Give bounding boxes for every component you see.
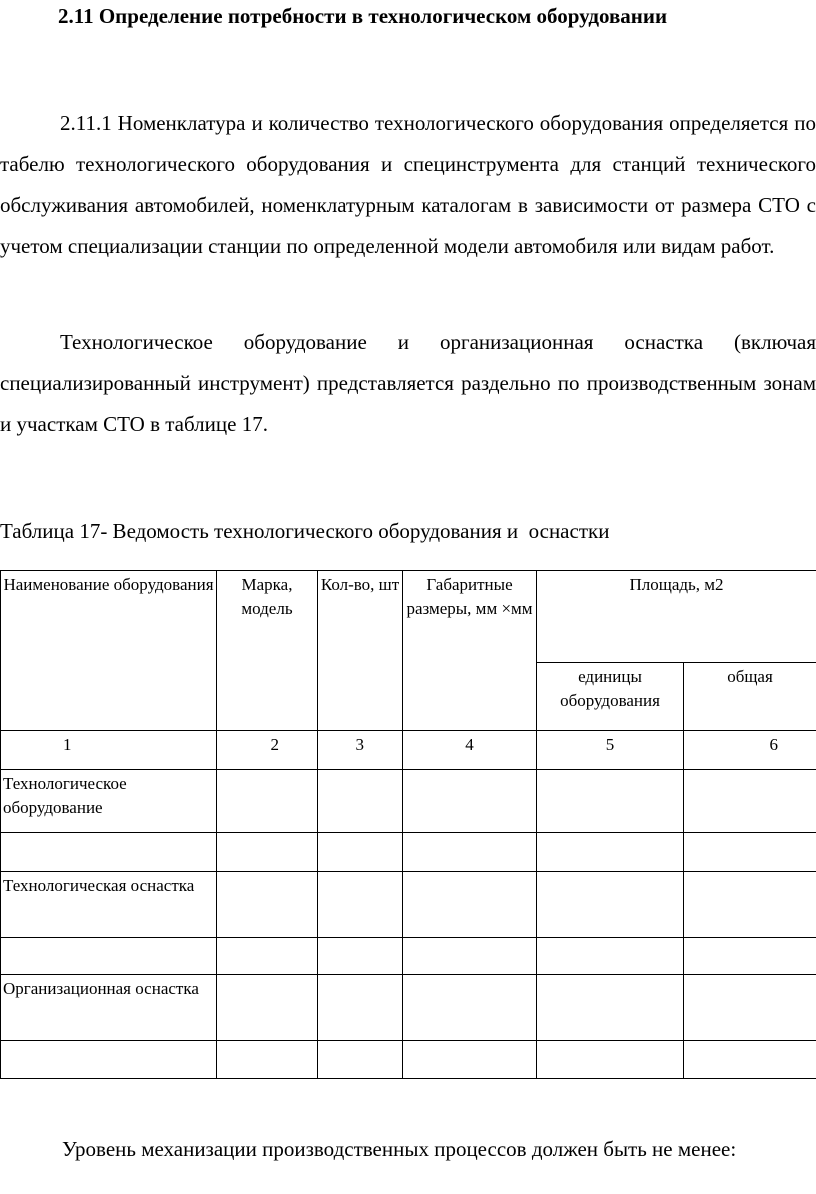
table-cell	[403, 872, 537, 938]
table-row	[1, 975, 816, 1041]
table-cell	[318, 938, 403, 975]
table-row	[1, 1041, 816, 1079]
table-cell	[684, 1041, 816, 1079]
table-cell	[403, 938, 537, 975]
section-heading: 2.11 Определение потребности в технологическом оборудовании	[58, 4, 668, 28]
header-area-unit: единицы оборудования	[537, 663, 684, 731]
header-model: Марка, модель	[217, 571, 318, 731]
row-name	[1, 833, 217, 872]
table-cell	[684, 833, 816, 872]
column-number-4: 4	[403, 731, 537, 770]
column-number-2: 2	[217, 731, 318, 770]
table-row	[1, 872, 816, 938]
column-number-3: 3	[318, 731, 403, 770]
table-cell	[684, 938, 816, 975]
row-name	[1, 938, 217, 975]
table-cell	[217, 872, 318, 938]
table-cell	[684, 770, 816, 833]
table-cell	[403, 1041, 537, 1079]
header-name: Наименование оборудования	[1, 571, 217, 731]
header-area: Площадь, м2	[537, 571, 816, 663]
row-name: Технологическая оснастка	[1, 872, 217, 938]
table-cell	[684, 975, 816, 1041]
table-cell	[537, 1041, 684, 1079]
row-name: Организационная оснастка	[1, 975, 217, 1041]
table-cell	[217, 975, 318, 1041]
table-cell	[537, 938, 684, 975]
paragraph-equipment: Технологическое оборудование и организационная оснастка (включая специализированный инструмент) представляется раздельно по производственным зонам и участкам СТО в таблице 17.	[0, 330, 816, 436]
table-cell	[403, 975, 537, 1041]
table-row	[1, 770, 816, 833]
header-qty: Кол-во, шт	[318, 571, 403, 731]
table-cell	[403, 770, 537, 833]
table-cell	[537, 833, 684, 872]
column-number-1: 1	[1, 731, 217, 770]
table-cell	[318, 833, 403, 872]
header-dimensions: Габаритные размеры, мм ×мм	[403, 571, 537, 731]
table-number-row	[1, 731, 816, 770]
table-cell	[537, 975, 684, 1041]
table-header-row	[1, 571, 816, 663]
table-cell	[537, 770, 684, 833]
table-cell	[537, 872, 684, 938]
table-cell	[217, 833, 318, 872]
table-cell	[318, 872, 403, 938]
table-cell	[318, 1041, 403, 1079]
closing-text: Уровень механизации производственных процессов должен быть не менее:	[62, 1137, 737, 1161]
table-cell	[403, 833, 537, 872]
header-area-total: общая	[684, 663, 816, 731]
row-name: Технологическое оборудование	[1, 770, 217, 833]
table-cell	[217, 770, 318, 833]
column-number-6: 6	[684, 731, 816, 770]
table-cell	[318, 975, 403, 1041]
table-cell	[684, 872, 816, 938]
row-name	[1, 1041, 217, 1079]
equipment-table	[0, 570, 816, 1079]
table-row	[1, 938, 816, 975]
table-row	[1, 833, 816, 872]
paragraph-nomenclature: 2.11.1 Номенклатура и количество технологического оборудования определяется по табелю технологического оборудования и специнструмента для станций технического обслуживания автомобилей, номенклатурным каталогам в зависимости от размера СТО с учетом специализации станции по определенной модели автомобиля или видам работ.	[0, 111, 816, 258]
column-number-5: 5	[537, 731, 684, 770]
table-cell	[318, 770, 403, 833]
table-cell	[217, 1041, 318, 1079]
table-cell	[217, 938, 318, 975]
table-caption: Таблица 17- Ведомость технологического оборудования и оснастки	[0, 519, 610, 543]
